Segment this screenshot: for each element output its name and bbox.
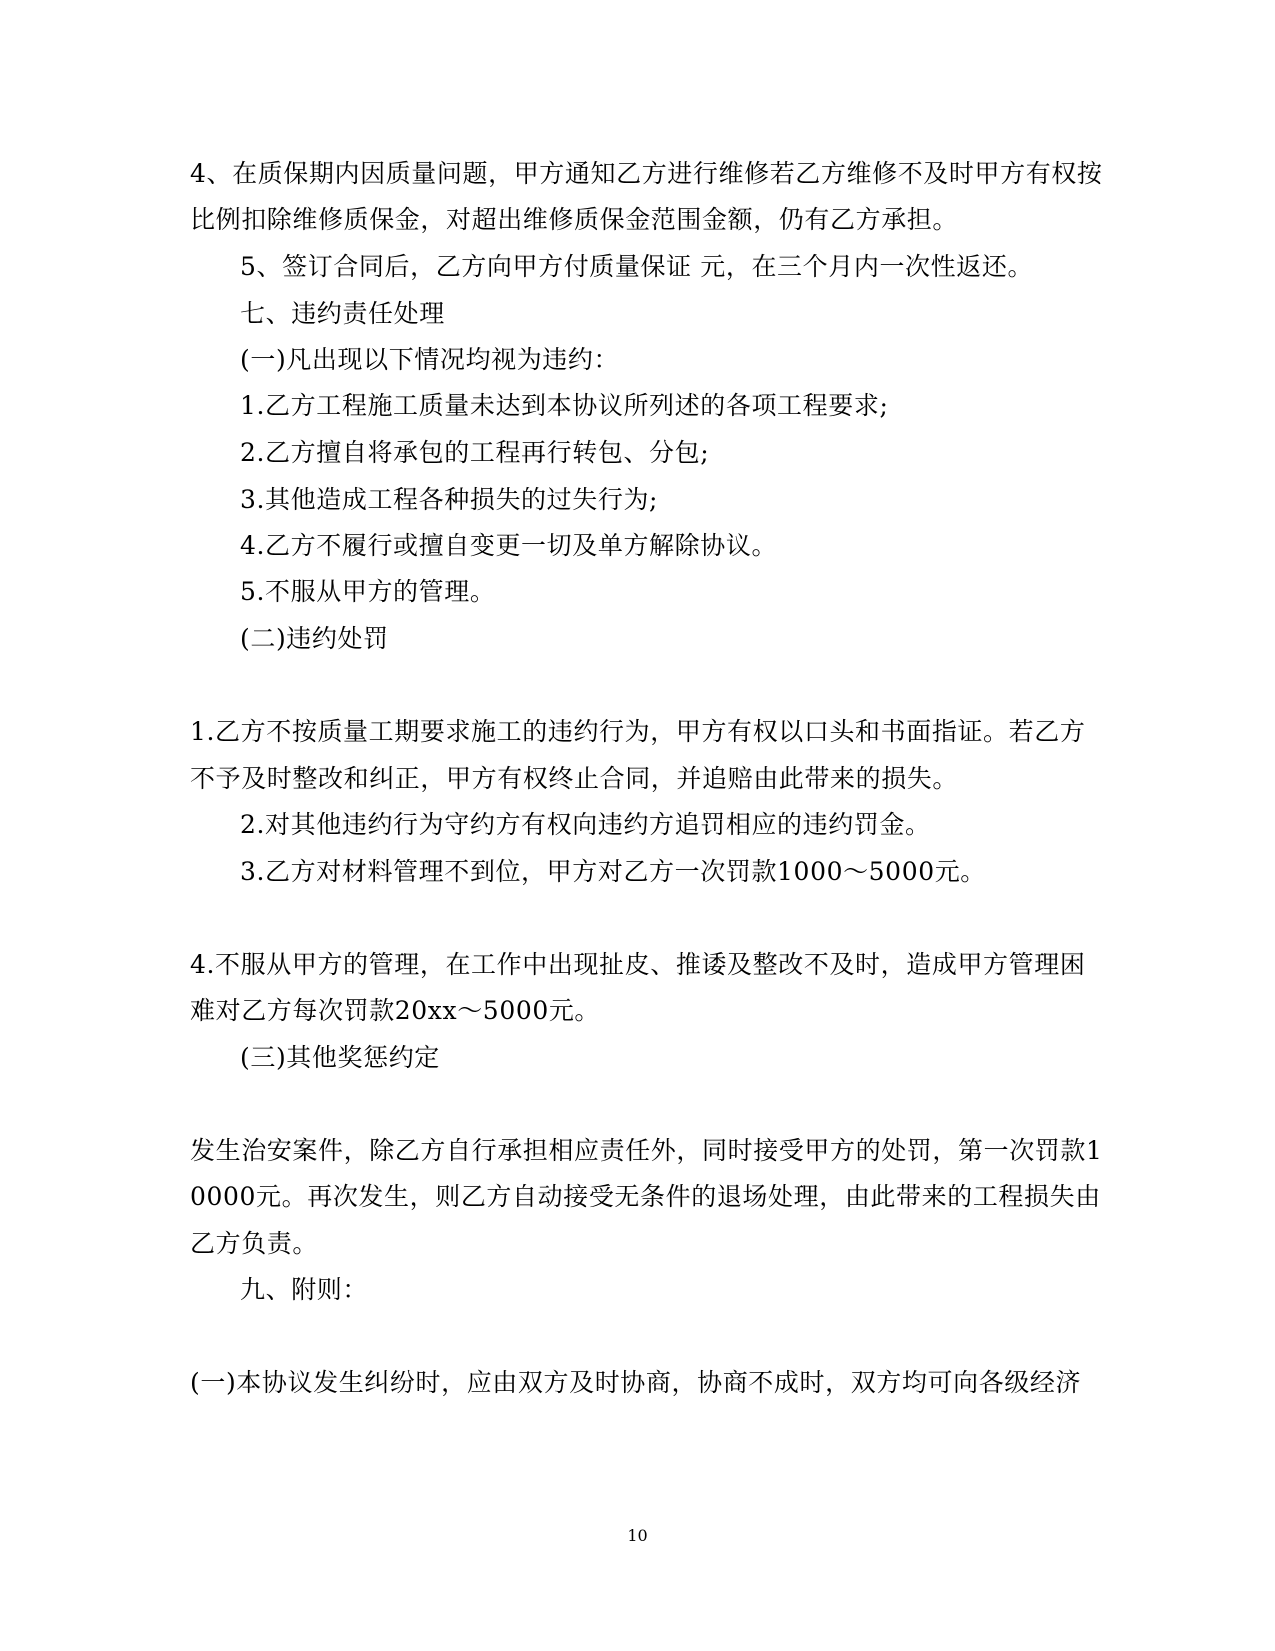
paragraph-line: 不予及时整改和纠正，甲方有权终止合同，并追赔由此带来的损失。	[190, 764, 959, 793]
section-heading: 七、违约责任处理	[240, 299, 445, 328]
paragraph-line: 比例扣除维修质保金，对超出维修质保金范围金额，仍有乙方承担。	[190, 205, 959, 234]
section-heading: 九、附则：	[240, 1275, 369, 1304]
subsection-heading: (三)其他奖惩约定	[240, 1043, 440, 1072]
paragraph-line: 5、签订合同后，乙方向甲方付质量保证 元，在三个月内一次性返还。	[240, 252, 1034, 281]
list-item: 2.乙方擅自将承包的工程再行转包、分包;	[240, 438, 710, 467]
paragraph-line: 乙方负责。	[190, 1229, 319, 1258]
list-item: 1.乙方工程施工质量未达到本协议所列述的各项工程要求;	[240, 391, 889, 420]
list-item: 4.不服从甲方的管理，在工作中出现扯皮、推诿及整改不及时，造成甲方管理困	[190, 950, 1086, 979]
paragraph-line: 难对乙方每次罚款20xx～5000元。	[190, 996, 601, 1025]
paragraph-line: 0000元。再次发生，则乙方自动接受无条件的退场处理，由此带来的工程损失由	[190, 1182, 1101, 1211]
list-item: 5.不服从甲方的管理。	[240, 577, 496, 606]
paragraph-line: 发生治安案件，除乙方自行承担相应责任外，同时接受甲方的处罚，第一次罚款1	[190, 1136, 1103, 1165]
paragraph-line: 4、在质保期内因质量问题，甲方通知乙方进行维修若乙方维修不及时甲方有权按	[190, 159, 1103, 188]
page-number: 10	[627, 1526, 648, 1545]
subsection-heading: (二)违约处罚	[240, 624, 389, 653]
list-item: 2.对其他违约行为守约方有权向违约方追罚相应的违约罚金。	[240, 810, 931, 839]
list-item: 3.乙方对材料管理不到位，甲方对乙方一次罚款1000～5000元。	[240, 857, 986, 886]
list-item: 1.乙方不按质量工期要求施工的违约行为，甲方有权以口头和书面指证。若乙方	[190, 717, 1086, 746]
paragraph-line: (一)本协议发生纠纷时，应由双方及时协商，协商不成时，双方均可向各级经济	[190, 1368, 1082, 1397]
list-item: 3.其他造成工程各种损失的过失行为;	[240, 485, 659, 514]
subsection-heading: (一)凡出现以下情况均视为违约：	[240, 345, 620, 374]
list-item: 4.乙方不履行或擅自变更一切及单方解除协议。	[240, 531, 778, 560]
